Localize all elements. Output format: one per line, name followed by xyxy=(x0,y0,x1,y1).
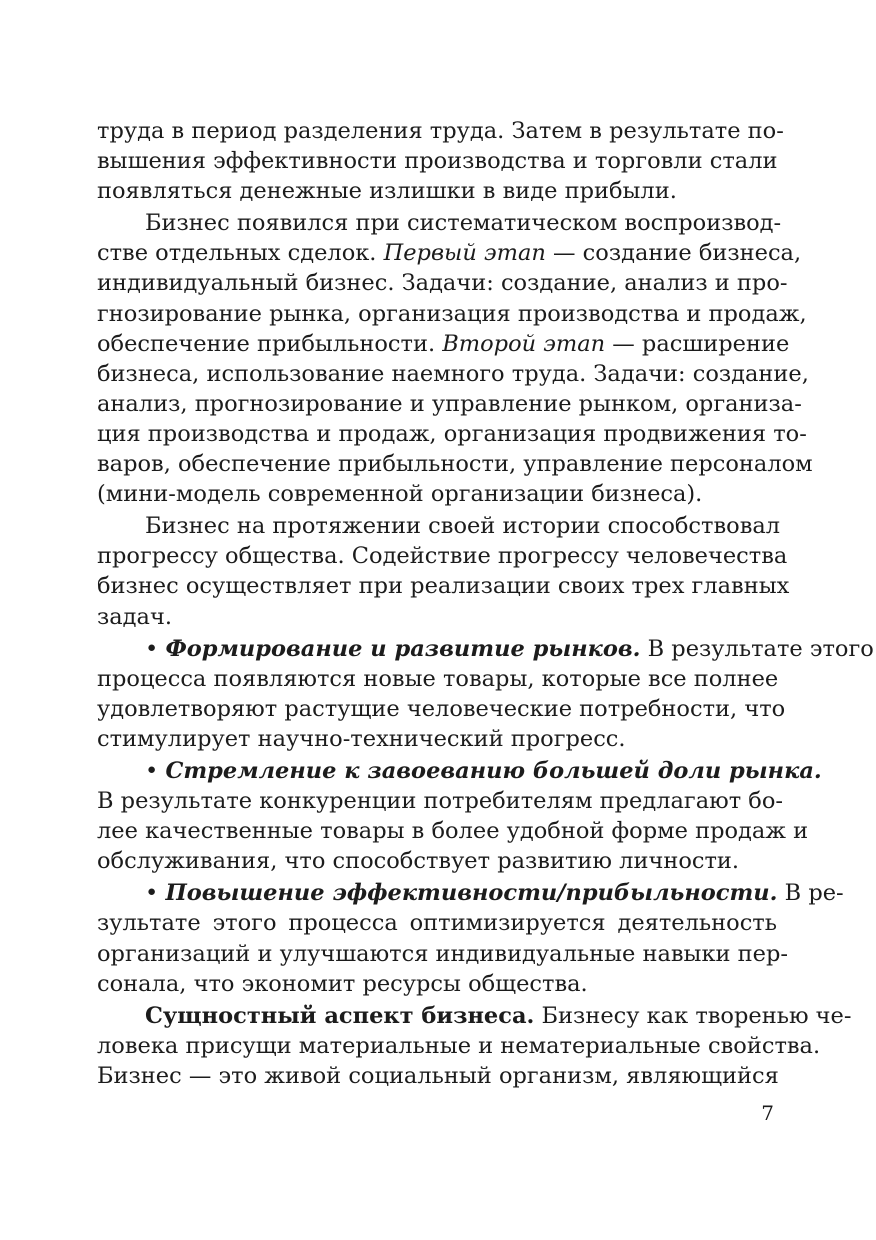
text-line: сонала, что экономит ресурсы общества. xyxy=(97,970,588,997)
bullet-title: Формирование и развитие рынков. xyxy=(165,635,641,662)
text-line: обслуживания, что способствует развитию личности. xyxy=(97,848,740,875)
text-span: — расширение xyxy=(612,330,790,357)
text-line: Бизнес на протяжении своей истории способствовал xyxy=(145,513,781,540)
text-line: В результате конкуренции потребителям предлагают бо- xyxy=(97,788,783,815)
text-line: бизнеса, использование наемного труда. Задачи: создание, xyxy=(97,360,809,387)
text-line: Бизнес появился при систематическом воспроизвод- xyxy=(145,210,782,237)
text-line xyxy=(97,634,874,664)
text-line xyxy=(97,238,802,268)
paragraph-essential-aspect xyxy=(97,1001,852,1091)
text-line: бизнес осуществляет при реализации своих трех главных xyxy=(97,573,790,600)
text-line: варов, обеспечение прибыльности, управление персоналом xyxy=(97,451,813,478)
text-line: лее качественные товары в более удобной форме продаж и xyxy=(97,818,809,845)
text-line: ция производства и продаж, организация продвижения то- xyxy=(97,420,807,447)
text-line: гнозирование рынка, организация производства и продаж, xyxy=(97,300,807,327)
text-span: стве отдельных сделок. xyxy=(97,240,377,267)
bullet-title: Стремление к завоеванию большей доли рынка. xyxy=(165,757,822,784)
bullet-marker: • xyxy=(145,757,159,784)
page-number: 7 xyxy=(761,1101,774,1125)
text-span: В результате этого xyxy=(647,635,874,662)
bullet-item-markets xyxy=(97,634,874,754)
text-line: Бизнес — это живой социальный организм, являющийся xyxy=(97,1062,779,1089)
text-line: индивидуальный бизнес. Задачи: создание, анализ и про- xyxy=(97,270,788,297)
bullet-marker: • xyxy=(145,635,159,662)
section-heading-inline: Сущностный аспект бизнеса. xyxy=(145,1002,535,1029)
text-line: стимулирует научно-технический прогресс. xyxy=(97,725,626,752)
text-line: процесса появляются новые товары, которые все полнее xyxy=(97,665,779,692)
text-span: Бизнесу как творенью че- xyxy=(541,1002,852,1029)
text-line: труда в период разделения труда. Затем в результате по- xyxy=(97,118,784,144)
text-span: обеспечение прибыльности. xyxy=(97,330,436,357)
text-line: удовлетворяют растущие человеческие потребности, что xyxy=(97,695,786,722)
italic-term-first-stage: Первый этап xyxy=(383,240,546,267)
text-line xyxy=(97,756,822,786)
bullet-marker: • xyxy=(145,880,159,907)
text-line xyxy=(97,878,844,908)
text-line: задач. xyxy=(97,603,172,630)
text-line: зультате этого процесса оптимизируется деятельность xyxy=(97,910,777,937)
paragraph-business-stages xyxy=(97,208,813,509)
italic-term-second-stage: Второй этап xyxy=(442,330,606,357)
text-line: (мини-модель современной организации бизнеса). xyxy=(97,481,703,508)
text-line: вышения эффективности производства и торговли стали xyxy=(97,148,778,175)
text-line xyxy=(97,329,790,359)
paragraph-continuation xyxy=(97,116,784,206)
text-line: анализ, прогнозирование и управление рынком, организа- xyxy=(97,390,802,417)
text-line: организаций и улучшаются индивидуальные навыки пер- xyxy=(97,940,788,967)
text-line: появляться денежные излишки в виде прибыли. xyxy=(97,178,677,205)
text-line: прогрессу общества. Содействие прогрессу человечества xyxy=(97,543,788,570)
text-line: ловека присущи материальные и нематериальные свойства. xyxy=(97,1032,821,1059)
bullet-item-market-share xyxy=(97,756,822,876)
paragraph-progress xyxy=(97,511,790,631)
text-span: — создание бизнеса, xyxy=(553,240,802,267)
text-span: В ре- xyxy=(784,880,844,907)
page-body xyxy=(97,116,874,1091)
text-line xyxy=(97,1001,852,1031)
bullet-title: Повышение эффективности/прибыльности. xyxy=(165,880,778,907)
bullet-item-efficiency xyxy=(97,878,844,998)
